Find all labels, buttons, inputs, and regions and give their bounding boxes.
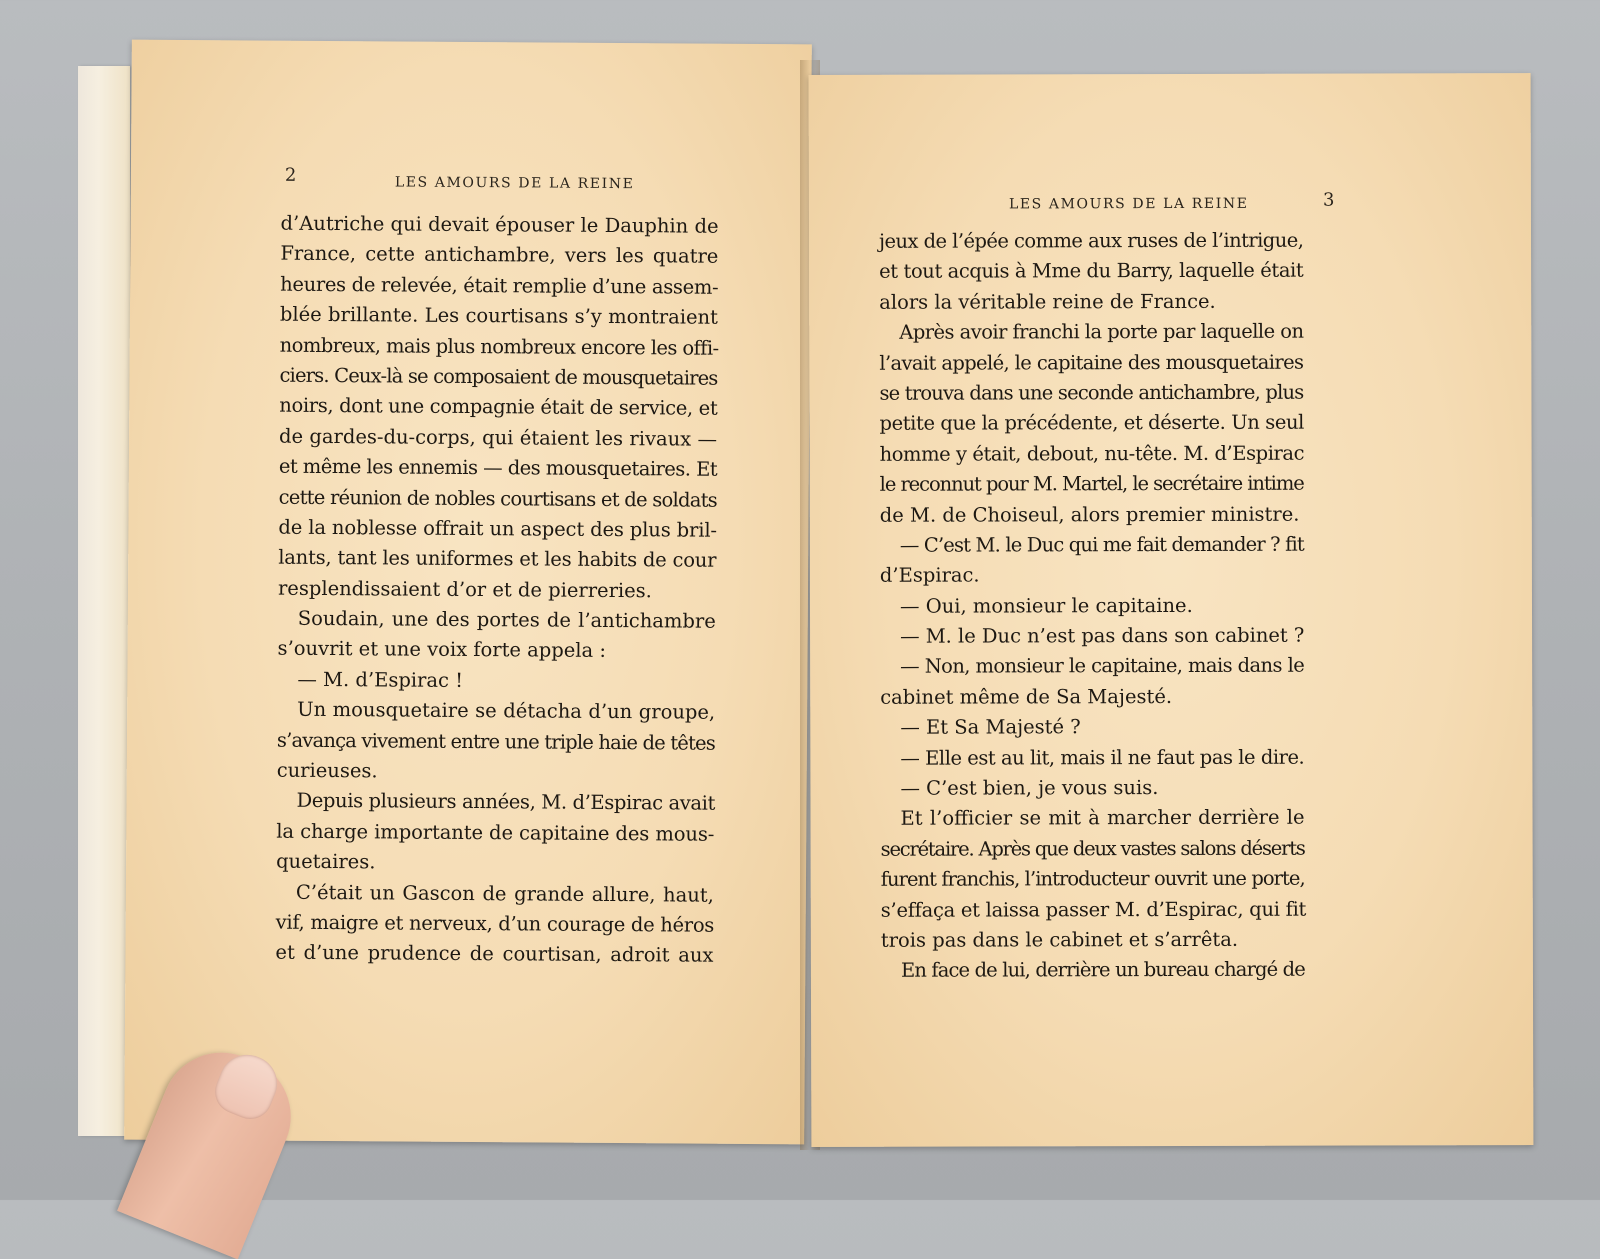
text-line: nombreux, mais plus nombreux encore les offi-	[279, 333, 719, 360]
text-line: s’effaça et laissa passer M. d’Espirac, qui fit	[880, 897, 1307, 922]
text-line: le reconnut pour M. Martel, le secrétaire intime	[879, 471, 1304, 496]
text-line: heures de relevée, était remplie d’une assem-	[280, 272, 719, 299]
text-line: trois pas dans le cabinet et s’arrêta.	[880, 927, 1239, 952]
text-line: la charge importante de capitaine des mous-	[276, 819, 715, 846]
text-line: alors la véritable reine de France.	[879, 289, 1216, 314]
text-line: petite que la précédente, et déserte. Un seul	[879, 410, 1304, 436]
text-line: — C’est bien, je vous suis.	[900, 776, 1159, 800]
text-line: — M. d’Espirac !	[297, 667, 464, 692]
text-line: de la noblesse offrait un aspect des plus bril-	[278, 515, 718, 542]
text-line: se trouva dans une seconde antichambre, plus	[879, 380, 1304, 405]
text-line: — Et Sa Majesté ?	[900, 715, 1081, 739]
text-line: secrétaire. Après que deux vastes salons déserts	[880, 836, 1305, 861]
text-line: — M. le Duc n’est pas dans son cabinet ?	[900, 623, 1305, 648]
text-line: furent franchis, l’introducteur ouvrit une porte,	[880, 866, 1305, 891]
text-line: homme y était, debout, nu-tête. M. d’Espirac	[879, 441, 1305, 466]
text-line: ciers. Ceux-là se composaient de mousquetaires	[279, 363, 718, 390]
text-line: d’Espirac.	[879, 563, 980, 588]
text-line: jeux de l’épée comme aux ruses de l’intrigue,	[879, 228, 1304, 253]
text-line: l’avait appelé, le capitaine des mousquetaires	[879, 350, 1304, 375]
text-line: — Non, monsieur le capitaine, mais dans le	[900, 654, 1305, 679]
text-line: Après avoir franchi la porte par laquelle on	[899, 319, 1304, 344]
text-line: et d’une prudence de courtisan, adroit aux	[275, 941, 714, 968]
left-page	[124, 40, 812, 1145]
text-line: s’ouvrit et une voix forte appela :	[277, 637, 607, 663]
text-line: — Oui, monsieur le capitaine.	[899, 593, 1193, 618]
text-line: et même les ennemis — des mousquetaires. Et	[278, 454, 718, 481]
text-line: noirs, dont une compagnie était de service, et	[279, 394, 718, 421]
text-line: Et l’officier se mit à marcher derrière le	[900, 806, 1305, 831]
page-edge-stack	[78, 66, 130, 1136]
text-line: En face de lui, derrière un bureau chargé de	[900, 958, 1305, 983]
text-line: Un mousquetaire se détacha d’un groupe,	[297, 698, 716, 724]
right-page-number: 3	[1322, 189, 1335, 211]
right-running-head: LES AMOURS DE LA REINE	[1008, 195, 1249, 213]
text-line: Soudain, une des portes de l’antichambre	[297, 606, 716, 633]
text-line: d’Autriche qui devait épouser le Dauphin de	[280, 211, 719, 238]
right-body-text	[879, 226, 1305, 987]
text-line: et tout acquis à Mme du Barry, laquelle était	[879, 259, 1304, 284]
text-line: resplendissaient d’or et de pierreries.	[277, 576, 653, 602]
text-line: lants, tant les uniformes et les habits de cour	[278, 545, 717, 573]
text-line: quetaires.	[276, 849, 376, 874]
text-line: s’avança vivement entre une triple haie de têtes	[276, 728, 716, 755]
text-line: Depuis plusieurs années, M. d’Espirac avait	[296, 789, 716, 816]
text-line: vif, maigre et nerveux, d’un courage de héros	[275, 910, 715, 937]
text-line: cabinet même de Sa Majesté.	[880, 684, 1173, 709]
text-line: blée brillante. Les courtisans s’y montraient	[279, 302, 719, 329]
text-line: — C’est M. le Duc qui me fait demander ? fit	[899, 532, 1304, 557]
right-page	[809, 73, 1534, 1147]
text-line: de M. de Choiseul, alors premier ministre.	[879, 502, 1300, 527]
text-line: cette réunion de nobles courtisans et de soldats	[278, 485, 718, 512]
text-line: C’était un Gascon de grande allure, haut,	[295, 880, 714, 907]
text-line: curieuses.	[276, 758, 378, 783]
text-line: — Elle est au lit, mais il ne faut pas le dire.	[900, 745, 1305, 770]
left-body-text	[275, 209, 718, 972]
left-page-number: 2	[284, 164, 297, 186]
text-line: France, cette antichambre, vers les quatre	[280, 242, 719, 269]
text-line: de gardes-du-corps, qui étaient les rivaux —	[279, 424, 718, 451]
left-running-head: LES AMOURS DE LA REINE	[394, 174, 635, 193]
